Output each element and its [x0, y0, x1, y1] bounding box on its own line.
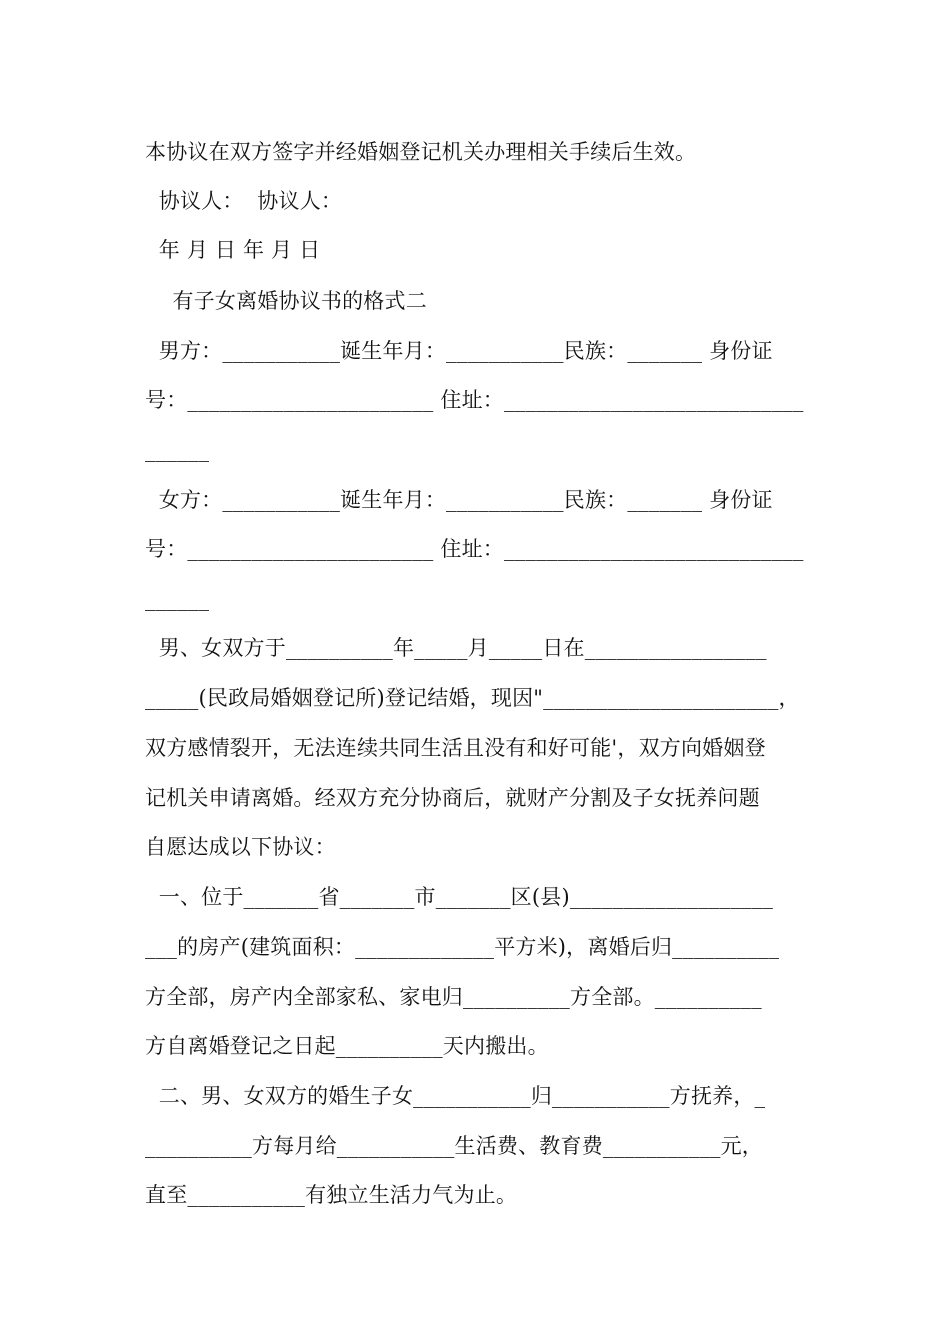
text-line: ______: [145, 438, 210, 462]
text-line: 二、男、女双方的婚生子女___________归___________方抚养，_: [145, 1084, 766, 1108]
text-line: 一、位于_______省_______市_______区(县)___________________: [145, 885, 774, 909]
text-line: __________方每月给___________生活费、教育费___________元，: [145, 1134, 763, 1158]
text-line: 男方：___________诞生年月：___________民族：_______ 身份证: [145, 339, 773, 363]
text-line: 协议人： 协议人：: [145, 189, 343, 213]
text-line: 方全部，房产内全部家私、家电归__________方全部。__________: [145, 985, 762, 1009]
text-line: _____(民政局婚姻登记所)登记结婚，现因"______________________，: [145, 686, 800, 710]
text-line: 年 月 日 年 月 日: [145, 238, 321, 262]
text-line: 女方：___________诞生年月：___________民族：_______ 身份证: [145, 488, 773, 512]
text-line: 自愿达成以下协议：: [145, 835, 336, 859]
text-line: 记机关申请离婚。经双方充分协商后，就财产分割及子女抚养问题: [145, 786, 760, 810]
text-line: 直至___________有独立生活力气为止。: [145, 1183, 518, 1207]
text-line: ___的房产(建筑面积：_____________平方米)，离婚后归__________: [145, 935, 780, 959]
text-line: 号：_______________________ 住址：____________________________: [145, 388, 804, 412]
text-line: 本协议在双方签字并经婚姻登记机关办理相关手续后生效。: [145, 140, 697, 164]
section-title: 有子女离婚协议书的格式二: [145, 289, 427, 313]
text-line: 男、女双方于__________年_____月_____日在_________________: [145, 636, 767, 660]
text-line: 号：_______________________ 住址：____________________________: [145, 537, 804, 561]
text-line: 双方感情裂开，无法连续共同生活且没有和好可能'，双方向婚姻登: [145, 736, 766, 760]
text-line: ______: [145, 587, 210, 611]
text-line: 方自离婚登记之日起__________天内搬出。: [145, 1034, 549, 1058]
